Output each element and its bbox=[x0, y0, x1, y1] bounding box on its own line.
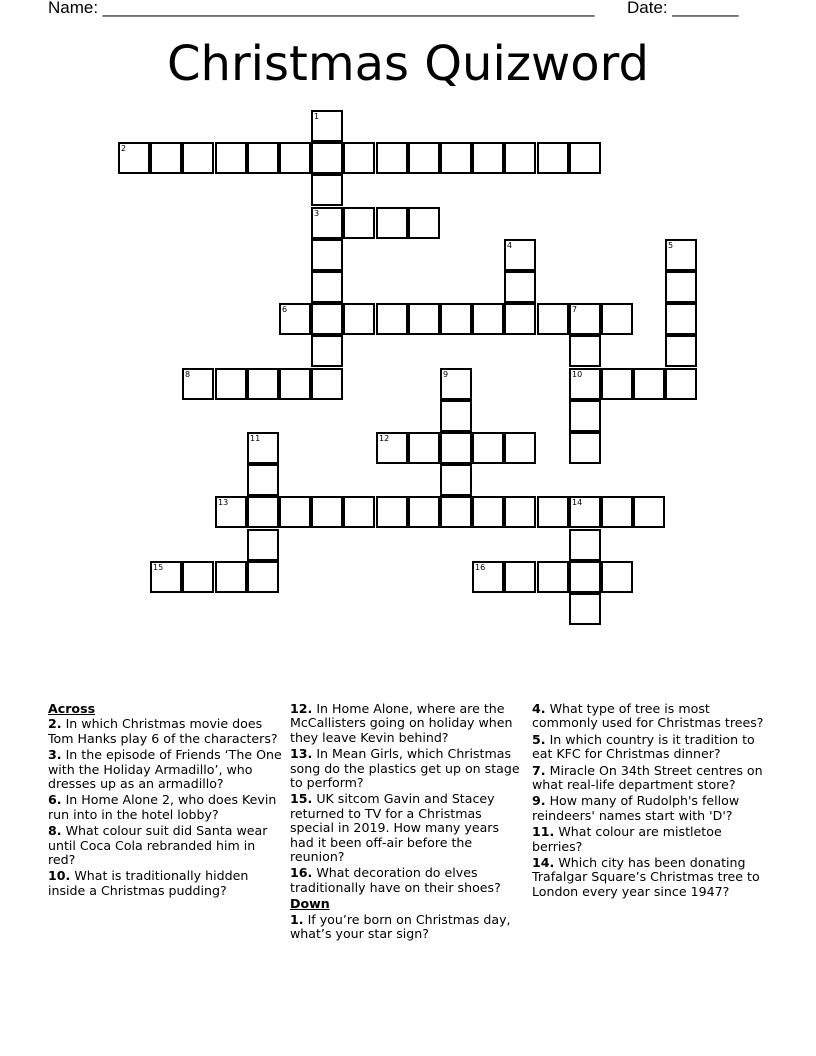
name-field[interactable]: Name: ____________________________________________________ bbox=[48, 0, 595, 17]
clue-text: In Home Alone, where are the McCallisters going on holiday when they leave Kevin behind? bbox=[290, 701, 513, 745]
grid-cell[interactable] bbox=[311, 271, 343, 303]
grid-cell[interactable] bbox=[569, 303, 601, 335]
grid-cell[interactable] bbox=[215, 496, 247, 528]
clue-text: In which country is it tradition to eat KFC for Christmas dinner? bbox=[532, 731, 755, 762]
grid-cell[interactable] bbox=[247, 432, 279, 464]
grid-cell[interactable] bbox=[569, 496, 601, 528]
clue-text: In Mean Girls, which Christmas song do the plastics get up on stage to perform? bbox=[290, 746, 520, 791]
grid-cell[interactable] bbox=[408, 207, 440, 239]
grid-cell[interactable] bbox=[343, 496, 375, 528]
down-heading: Down bbox=[290, 896, 330, 912]
grid-cell[interactable] bbox=[633, 368, 665, 400]
clue-down-9 bbox=[532, 794, 766, 823]
clue-text: How many of Rudolph's fellow reindeers' names start with 'D'? bbox=[532, 793, 740, 823]
grid-cell[interactable] bbox=[247, 464, 279, 496]
grid-cell[interactable] bbox=[633, 496, 665, 528]
clue-text: What colour suit did Santa wear until Coca Cola rebranded him in red? bbox=[48, 823, 268, 868]
grid-cell[interactable] bbox=[247, 368, 279, 400]
grid-cell[interactable] bbox=[279, 142, 311, 174]
grid-cell[interactable] bbox=[215, 142, 247, 174]
grid-cell[interactable] bbox=[311, 335, 343, 367]
grid-cell[interactable] bbox=[569, 432, 601, 464]
clue-across-3 bbox=[48, 748, 282, 791]
grid-cell[interactable] bbox=[569, 368, 601, 400]
grid-cell[interactable] bbox=[279, 368, 311, 400]
grid-cell[interactable] bbox=[504, 561, 536, 593]
clue-text: If you’re born on Christmas day, what’s your star sign? bbox=[290, 911, 511, 942]
clue-across-15 bbox=[290, 792, 524, 864]
clues-column-1 bbox=[48, 702, 282, 900]
grid-cell[interactable] bbox=[472, 303, 504, 335]
grid-cell[interactable] bbox=[118, 142, 150, 174]
grid-cell[interactable] bbox=[601, 561, 633, 593]
grid-cell[interactable] bbox=[665, 239, 697, 271]
clue-across-8 bbox=[48, 824, 282, 867]
grid-cell[interactable] bbox=[504, 303, 536, 335]
clue-text: UK sitcom Gavin and Stacey returned to TV for a Christmas special in 2019. How many years had it been off-air before the reunion? bbox=[290, 791, 500, 865]
grid-cell[interactable] bbox=[376, 303, 408, 335]
cell-number: 9 bbox=[443, 370, 449, 379]
grid-cell[interactable] bbox=[311, 303, 343, 335]
clue-number: 3. bbox=[48, 747, 62, 763]
grid-cell[interactable] bbox=[472, 561, 504, 593]
grid-cell[interactable] bbox=[311, 239, 343, 271]
grid-cell[interactable] bbox=[472, 142, 504, 174]
grid-cell[interactable] bbox=[440, 400, 472, 432]
cell-number: 16 bbox=[475, 563, 486, 572]
grid-cell[interactable] bbox=[440, 464, 472, 496]
grid-cell[interactable] bbox=[311, 110, 343, 142]
grid-cell[interactable] bbox=[440, 496, 472, 528]
clue-number: 10. bbox=[48, 868, 71, 884]
grid-cell[interactable] bbox=[408, 432, 440, 464]
grid-cell[interactable] bbox=[601, 303, 633, 335]
cell-number: 6 bbox=[282, 305, 288, 314]
clue-text: What is traditionally hidden inside a Christmas pudding? bbox=[48, 868, 249, 898]
cell-number: 13 bbox=[218, 498, 229, 507]
clues-column-3 bbox=[532, 702, 766, 901]
grid-cell[interactable] bbox=[376, 207, 408, 239]
clue-text: Which city has been donating Trafalgar Square’s Christmas tree to London every year since 1947? bbox=[532, 855, 760, 899]
grid-cell[interactable] bbox=[182, 142, 214, 174]
grid-cell[interactable] bbox=[472, 496, 504, 528]
grid-cell[interactable] bbox=[408, 496, 440, 528]
grid-cell[interactable] bbox=[537, 142, 569, 174]
grid-cell[interactable] bbox=[343, 303, 375, 335]
grid-cell[interactable] bbox=[601, 496, 633, 528]
cell-number: 14 bbox=[572, 498, 583, 507]
grid-cell[interactable] bbox=[311, 368, 343, 400]
grid-cell[interactable] bbox=[279, 496, 311, 528]
clue-number: 6. bbox=[48, 792, 62, 808]
clue-number: 11. bbox=[532, 824, 555, 840]
clue-number: 9. bbox=[532, 793, 546, 809]
grid-cell[interactable] bbox=[182, 561, 214, 593]
clue-number: 15. bbox=[290, 791, 313, 807]
grid-cell[interactable] bbox=[215, 368, 247, 400]
cell-number: 7 bbox=[572, 305, 578, 314]
grid-cell[interactable] bbox=[440, 368, 472, 400]
grid-cell[interactable] bbox=[247, 561, 279, 593]
grid-cell[interactable] bbox=[215, 561, 247, 593]
grid-cell[interactable] bbox=[665, 368, 697, 400]
grid-cell[interactable] bbox=[537, 496, 569, 528]
grid-cell[interactable] bbox=[247, 529, 279, 561]
clue-number: 4. bbox=[532, 701, 546, 716]
grid-cell[interactable] bbox=[343, 207, 375, 239]
grid-cell[interactable] bbox=[182, 368, 214, 400]
cell-number: 5 bbox=[668, 241, 674, 250]
clue-across-6 bbox=[48, 793, 282, 822]
clue-text: What colour are mistletoe berries? bbox=[532, 824, 722, 854]
grid-cell[interactable] bbox=[247, 496, 279, 528]
grid-cell[interactable] bbox=[569, 561, 601, 593]
clue-number: 1. bbox=[290, 911, 304, 927]
cell-number: 11 bbox=[250, 434, 261, 443]
grid-cell[interactable] bbox=[408, 142, 440, 174]
grid-cell[interactable] bbox=[408, 303, 440, 335]
cell-number: 1 bbox=[314, 112, 320, 121]
clue-number: 8. bbox=[48, 823, 62, 839]
clue-number: 14. bbox=[532, 855, 555, 871]
clue-number: 13. bbox=[290, 746, 313, 762]
cell-number: 8 bbox=[185, 370, 191, 379]
clue-across-10 bbox=[48, 869, 282, 898]
grid-cell[interactable] bbox=[537, 561, 569, 593]
grid-cell[interactable] bbox=[537, 303, 569, 335]
grid-cell[interactable] bbox=[311, 174, 343, 206]
clue-down-11 bbox=[532, 825, 766, 854]
grid-cell[interactable] bbox=[150, 561, 182, 593]
clue-down-4 bbox=[532, 702, 766, 731]
grid-cell[interactable] bbox=[376, 432, 408, 464]
cell-number: 12 bbox=[379, 434, 390, 443]
grid-cell[interactable] bbox=[279, 303, 311, 335]
clue-number: 2. bbox=[48, 716, 62, 732]
grid-cell[interactable] bbox=[665, 271, 697, 303]
grid-cell[interactable] bbox=[601, 368, 633, 400]
clue-across-2 bbox=[48, 717, 282, 746]
clue-number: 5. bbox=[532, 731, 546, 747]
grid-cell[interactable] bbox=[665, 335, 697, 367]
clue-text: In Home Alone 2, who does Kevin run into in the hotel lobby? bbox=[48, 792, 277, 822]
cell-number: 15 bbox=[153, 563, 164, 572]
grid-cell[interactable] bbox=[472, 432, 504, 464]
grid-cell[interactable] bbox=[569, 335, 601, 367]
grid-cell[interactable] bbox=[440, 142, 472, 174]
grid-cell[interactable] bbox=[569, 529, 601, 561]
clue-text: What type of tree is most commonly used for Christmas trees? bbox=[532, 701, 764, 731]
grid-cell[interactable] bbox=[311, 496, 343, 528]
clue-number: 16. bbox=[290, 865, 313, 881]
grid-cell[interactable] bbox=[150, 142, 182, 174]
date-field[interactable]: Date: _______ bbox=[627, 0, 739, 17]
grid-cell[interactable] bbox=[504, 496, 536, 528]
grid-cell[interactable] bbox=[665, 303, 697, 335]
clue-text: In the episode of Friends ‘The One with the Holiday Armadillo’, who dresses up as an armadillo? bbox=[48, 747, 282, 792]
across-heading: Across bbox=[48, 701, 96, 716]
cell-number: 10 bbox=[572, 370, 583, 379]
clue-down-5 bbox=[532, 733, 766, 762]
cell-number: 2 bbox=[121, 144, 127, 153]
clue-across-16 bbox=[290, 866, 524, 895]
clue-number: 7. bbox=[532, 762, 546, 778]
clue-across-13 bbox=[290, 747, 524, 790]
cell-number: 4 bbox=[507, 241, 513, 250]
grid-cell[interactable] bbox=[311, 142, 343, 174]
grid-cell[interactable] bbox=[376, 142, 408, 174]
clue-down-14 bbox=[532, 856, 766, 899]
page-title: Christmas Quizword bbox=[167, 36, 649, 92]
clue-text: Miracle On 34th Street centres on what real-life department store? bbox=[532, 762, 763, 793]
grid-cell[interactable] bbox=[247, 142, 279, 174]
grid-cell[interactable] bbox=[569, 142, 601, 174]
grid-cell[interactable] bbox=[311, 207, 343, 239]
grid-cell[interactable] bbox=[504, 239, 536, 271]
grid-cell[interactable] bbox=[504, 142, 536, 174]
grid-cell[interactable] bbox=[504, 432, 536, 464]
clue-text: What decoration do elves traditionally have on their shoes? bbox=[290, 865, 501, 895]
grid-cell[interactable] bbox=[569, 400, 601, 432]
grid-cell[interactable] bbox=[504, 271, 536, 303]
cell-number: 3 bbox=[314, 209, 320, 218]
grid-cell[interactable] bbox=[343, 142, 375, 174]
clue-number: 12. bbox=[290, 701, 313, 716]
clues-column-2 bbox=[290, 702, 524, 944]
clue-down-7 bbox=[532, 764, 766, 793]
grid-cell[interactable] bbox=[569, 593, 601, 625]
grid-cell[interactable] bbox=[440, 303, 472, 335]
grid-cell[interactable] bbox=[440, 432, 472, 464]
grid-cell[interactable] bbox=[376, 496, 408, 528]
clue-across-12 bbox=[290, 702, 524, 745]
clue-text: In which Christmas movie does Tom Hanks play 6 of the characters? bbox=[48, 716, 278, 746]
clue-down-1 bbox=[290, 913, 524, 942]
